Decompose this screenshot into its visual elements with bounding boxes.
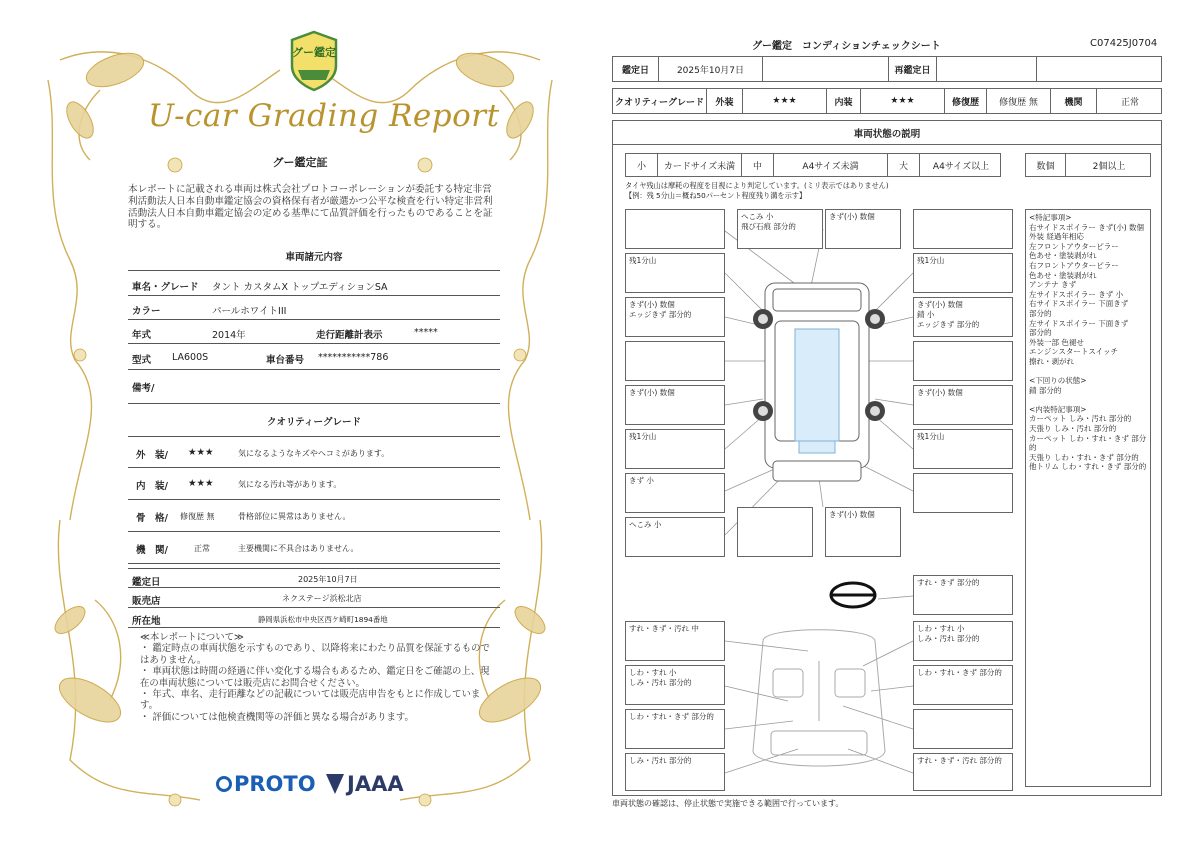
note-item: ・ 評価については他検査機関等の評価と異なる場合があります。 (140, 711, 414, 723)
note-item: ・ 車両状態は時間の経過に伴い変化する場合もあるため、鑑定日をご確認の上、現在の車両状態については販売店にお問合せください。 (140, 666, 490, 689)
interior-label: 内装 (827, 89, 861, 113)
color-value: パールホワイトIII (212, 306, 287, 317)
int-box-left-1: すれ・きず・汚れ 中 (625, 621, 725, 661)
appraisal-date: 2025年10月7日 (298, 575, 358, 584)
quality-row-exterior (128, 436, 500, 468)
engine-value: 正常 (1120, 97, 1139, 108)
note-item: ・ 年式、車名、走行距離などの記載については販売店申告をもとに作成しています。 (140, 689, 481, 712)
certificate-title: グー鑑定証 (272, 156, 328, 169)
chassis-value: ***********786 (318, 352, 389, 363)
repair-label: 修復歴 (945, 89, 987, 113)
exterior-grade: ★★★ (188, 447, 214, 458)
ext-box-front-right: きず(小) 数個 (825, 209, 901, 249)
interior-desc: 気になる汚れ等があります。 (238, 480, 342, 489)
address-value: 静岡県浜松市中央区西ケ崎町1894番地 (258, 615, 388, 624)
mileage-label: 走行距離計表示 (316, 330, 383, 341)
ext-box-right-rear-side: きず(小) 数個 (913, 385, 1013, 425)
date-row (612, 56, 1162, 82)
quality-row-interior (128, 468, 500, 500)
quality-row-frame (128, 500, 500, 532)
info-row-address (128, 608, 500, 628)
note-item: ・ 鑑定時点の車両状態を示すものであり、以降将来にわたり品質を保証するものではありません。 (140, 643, 490, 666)
proto-logo (216, 772, 316, 796)
spec-row-name (128, 270, 500, 296)
mileage-value: ***** (414, 327, 438, 338)
int-box-right-1: しわ・すれ 小 しみ・汚れ 部分的 (913, 621, 1013, 661)
int-box-left-2: しわ・すれ 小 しみ・汚れ 部分的 (625, 665, 725, 705)
appraisal-date-label: 鑑定日 (132, 577, 161, 588)
quality-label: クオリティーグレード (613, 89, 707, 113)
spec-heading: 車両諸元内容 (285, 252, 343, 263)
address-label: 所在地 (132, 616, 161, 627)
remarks-label: 備考/ (132, 383, 155, 394)
reappraisal-label: 再鑑定日 (889, 57, 937, 81)
vehicle-name: タント カスタムX トップエディションSA (212, 282, 388, 293)
legend-small: 小 (626, 154, 658, 176)
interior-grade: ★★★ (861, 89, 945, 113)
year-value: 2014年 (212, 330, 246, 341)
tire-note: タイヤ残山は摩耗の程度を目視により判定しています。(ミリ表示ではありません) (625, 181, 889, 190)
vehicle-name-label: 車名・グレード (132, 282, 199, 293)
jaaa-mark-icon (326, 774, 344, 794)
sheet-title: グー鑑定 コンディションチェックシート (752, 41, 941, 52)
info-row-dealer (128, 588, 500, 608)
legend-small-desc: カードサイズ未満 (658, 154, 742, 176)
spec-row-remarks (128, 370, 500, 404)
int-box-right-2: しわ・すれ・きず 部分的 (913, 665, 1013, 705)
ext-box-right-front-side: きず(小) 数個 錆 小 エッジきず 部分的 (913, 297, 1013, 337)
quality-heading: クオリティーグレード (266, 417, 362, 428)
date-label: 鑑定日 (613, 57, 659, 81)
dealer-name: ネクステージ浜松北店 (282, 594, 362, 603)
proto-logo-text: PROTO (234, 772, 316, 796)
quality-row-engine (128, 532, 500, 564)
sheet-footer: 車両状態の確認は、停止状態で実施できる範囲で行っています。 (612, 799, 844, 808)
color-label: カラー (132, 306, 161, 317)
reappraisal-blank (1037, 57, 1163, 81)
condition-check-sheet (600, 0, 1200, 848)
legend-count-desc: 2個以上 (1092, 161, 1126, 172)
chassis-label: 車台番号 (266, 355, 305, 366)
model-label: 型式 (132, 355, 152, 366)
date-value: 2025年10月7日 (659, 57, 763, 81)
frame-label: 骨 格/ (136, 513, 168, 524)
exterior-label: 外装 (707, 89, 743, 113)
ext-box-right-mid (913, 341, 1013, 381)
engine-label: 機関 (1051, 89, 1097, 113)
engine-grade: 正常 (194, 544, 210, 553)
frame-desc: 骨格部位に異常はありません。 (238, 512, 351, 521)
repair-value: 修復歴 無 (987, 89, 1051, 113)
ext-box-left-mid (625, 341, 725, 381)
int-box-right-3 (913, 709, 1013, 749)
spec-row-color (128, 296, 500, 320)
legend-medium: 中 (742, 154, 774, 176)
ext-box-right-tire-front: 残1分山 (913, 253, 1013, 293)
ext-box-left-bottom: へこみ 小 (625, 517, 725, 557)
vehicle-state-panel (612, 120, 1162, 796)
model-value: LA600S (172, 352, 209, 363)
ext-box-left-tire-rear: 残1分山 (625, 429, 725, 469)
certificate-body-text: 本レポートに記載される車両は株式会社プロトコーポレーションが委託する特定非営利活動法人日本自動車鑑定協会の資格保有者が厳選かつ公平な検査を行い特定非営利活動法人日本自動車鑑定協会の定める基準にて品質評価を行ったものであることを証明する。 (128, 184, 493, 231)
exterior-desc: 気になるようなキズやヘコミがあります。 (238, 449, 390, 458)
date-blank (763, 57, 889, 81)
goo-badge (286, 30, 342, 92)
interior-grade: ★★★ (188, 478, 214, 489)
ext-box-rear-left (737, 507, 813, 557)
jaaa-logo-text: JAAA (347, 772, 404, 796)
sheet-code: C07425J0704 (1090, 38, 1158, 49)
quality-row (612, 88, 1162, 114)
ext-box-right-top (913, 209, 1013, 249)
ext-box-left-rear: きず 小 (625, 473, 725, 513)
ext-box-left-top (625, 209, 725, 249)
exterior-label: 外 装/ (136, 450, 168, 461)
reappraisal-value (937, 57, 1037, 81)
int-box-right-4: すれ・きず・汚れ 部分的 (913, 753, 1013, 791)
legend-count: 数個 (1026, 154, 1066, 176)
year-label: 年式 (132, 330, 152, 341)
int-box-left-4: しみ・汚れ 部分的 (625, 753, 725, 791)
count-legend (1025, 153, 1151, 177)
ext-box-rear-center: きず(小) 数個 (825, 507, 901, 557)
ext-box-left-rear-side: きず(小) 数個 (625, 385, 725, 425)
notes-heading: ≪本レポートについて≫ (140, 632, 244, 643)
state-heading: 車両状態の説明 (613, 121, 1161, 145)
legend-medium-desc: A4サイズ未満 (774, 154, 888, 176)
legend-large: 大 (888, 154, 920, 176)
frame-grade: 修復歴 無 (180, 512, 215, 521)
script-title: U-car Grading Report (148, 98, 500, 134)
report-notes (140, 632, 492, 723)
ext-box-front-left: へこみ 小 飛び石痕 部分的 (737, 209, 823, 249)
exterior-grade: ★★★ (743, 89, 827, 113)
engine-desc: 主要機関に不具合はありません。 (238, 544, 359, 553)
ext-box-right-tire-rear: 残1分山 (913, 429, 1013, 469)
int-box-left-3: しわ・すれ・きず 部分的 (625, 709, 725, 749)
engine-label: 機 関/ (136, 545, 168, 556)
ext-box-left-tire-front: 残1分山 (625, 253, 725, 293)
spec-row-model (128, 344, 500, 370)
proto-mark-icon (216, 776, 232, 792)
legend-large-desc: A4サイズ以上 (932, 161, 990, 172)
jaaa-logo (326, 772, 404, 796)
dealer-label: 販売店 (132, 596, 161, 607)
int-box-steering: すれ・きず 部分的 (913, 575, 1013, 615)
spec-row-year (128, 320, 500, 344)
tire-example: 【例：残 5分山＝概ね50パーセント程度残り溝を示す】 (625, 191, 807, 200)
badge-text: グー鑑定 (292, 46, 336, 59)
ext-box-left-front-side: きず(小) 数個 エッジきず 部分的 (625, 297, 725, 337)
ext-box-right-rear (913, 473, 1013, 513)
info-row-date (128, 568, 500, 588)
special-notes-panel: <特記事項> 右サイドスポイラー きず(小) 数個 外装 経過年相応 左フロントアウターピラー 色あせ・塗装剥がれ 右フロントアウターピラー 色あせ・塗装剥がれ アンテナ きず 左サイドスポイラー きず 小 右サイドスポイラー 下面きず 部分的 左サイドスポイラー 下面きず 部分的 外装一部 色褪せ エンジンスタートスイッチ 擦れ・剥がれ <下回りの状態> 錆 部分的 <内装特記事項> カーペット しみ・汚れ 部分的 天張り しみ・汚れ 部分的 カーペット しわ・すれ・きず 部分的 天張り しわ・すれ・きず 部分的 他トリム しわ・すれ・きず 部分的 (1025, 209, 1151, 787)
interior-label: 内 装/ (136, 481, 168, 492)
